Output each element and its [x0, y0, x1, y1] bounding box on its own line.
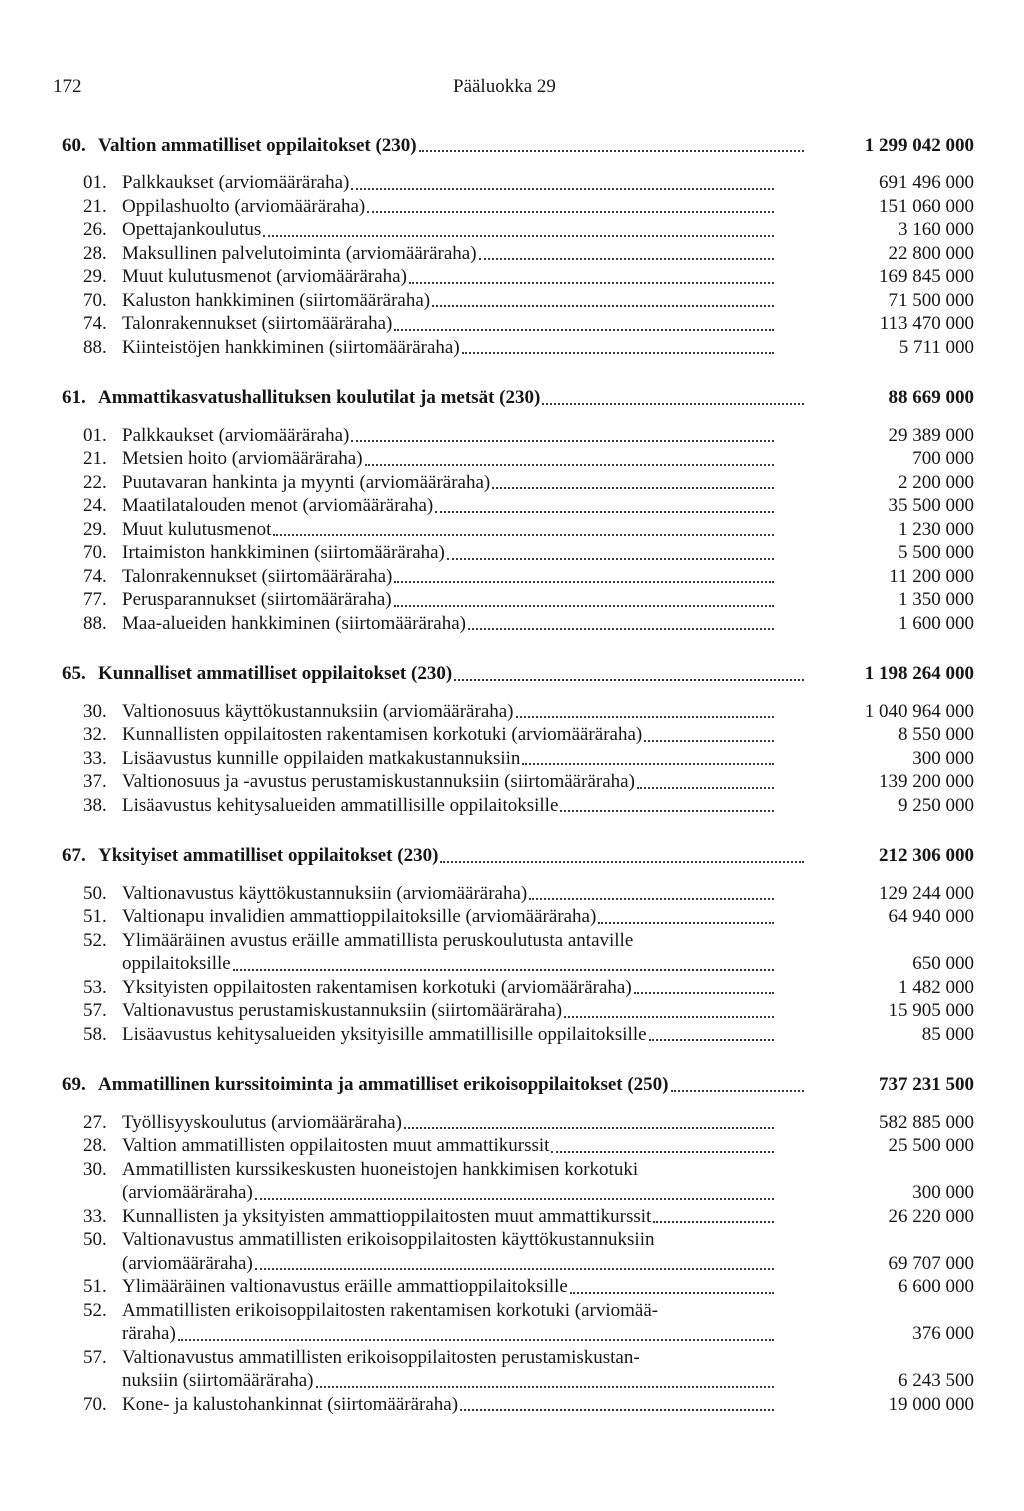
budget-list — [62, 134, 974, 1417]
item-amount: 19 000 000 — [888, 1393, 974, 1415]
item-text: Ammatillisten erikoisoppilaitosten rakentamisen korkotuki (arviomää- — [122, 1299, 659, 1321]
line-item — [62, 700, 974, 724]
section-title-wrap — [98, 663, 808, 686]
item-amount: 11 200 000 — [889, 565, 974, 587]
item-text-wrap — [122, 542, 778, 565]
dot-leader — [394, 581, 774, 583]
item-amount: 8 550 000 — [898, 724, 974, 745]
dot-leader — [637, 787, 774, 789]
item-amount: 69 707 000 — [888, 1252, 974, 1274]
item-text: Valtionavustus ammatillisten erikoisoppilaitosten käyttökustannuksiin — [122, 1229, 655, 1250]
item-amount: 700 000 — [912, 448, 974, 469]
item-number: 51. — [83, 1276, 107, 1297]
page-header — [53, 76, 971, 102]
item-text: Palkkaukset (arviomääräraha) — [122, 424, 350, 446]
item-amount: 3 160 000 — [898, 219, 974, 240]
line-item-continuation — [62, 1182, 974, 1206]
budget-section — [62, 387, 974, 636]
item-number: 21. — [83, 448, 107, 469]
item-text-wrap — [122, 196, 778, 219]
dot-leader — [394, 605, 774, 607]
line-item — [62, 1276, 974, 1300]
line-item — [62, 1000, 974, 1024]
item-text: Palkkaukset (arviomääräraha) — [122, 172, 350, 193]
page-number: 172 — [53, 76, 82, 97]
section-title-wrap — [98, 845, 808, 868]
item-amount: 85 000 — [921, 1023, 974, 1045]
item-amount: 15 905 000 — [888, 1000, 974, 1021]
item-text-wrap — [122, 906, 778, 929]
dot-leader — [671, 1090, 804, 1092]
dot-leader — [598, 922, 774, 924]
dot-leader — [263, 235, 774, 237]
item-amount: 376 000 — [912, 1323, 974, 1344]
budget-section — [62, 663, 974, 818]
item-text-wrap — [122, 724, 778, 747]
item-text-wrap — [122, 795, 778, 818]
item-text: Maksullinen palvelutoiminta (arviomääräraha) — [122, 242, 477, 264]
dot-leader — [649, 1039, 774, 1041]
item-amount: 9 250 000 — [898, 794, 974, 816]
item-number: 52. — [83, 929, 107, 951]
item-text-wrap — [122, 613, 778, 636]
line-item-continuation — [62, 1370, 974, 1394]
item-number: 77. — [83, 589, 107, 610]
item-text: Maatilatalouden menot (arviomääräraha) — [122, 495, 434, 516]
item-amount: 35 500 000 — [888, 495, 974, 516]
item-text: Kunnallisten ja yksityisten ammattioppilaitosten muut ammattikurssit — [122, 1205, 652, 1227]
item-text-wrap — [122, 566, 778, 589]
item-text-wrap — [122, 1370, 778, 1393]
item-amount: 151 060 000 — [879, 195, 974, 217]
item-number: 33. — [83, 747, 107, 769]
item-amount: 300 000 — [912, 747, 974, 769]
item-text-wrap — [122, 1182, 778, 1205]
item-text-wrap — [122, 953, 778, 976]
line-item — [62, 1205, 974, 1229]
item-text-wrap — [122, 1000, 778, 1023]
budget-section — [62, 1074, 974, 1417]
item-text-continued: nuksiin (siirtomääräraha) — [122, 1370, 314, 1391]
section-heading — [62, 663, 974, 687]
line-item — [62, 471, 974, 495]
item-number: 27. — [83, 1111, 107, 1133]
page-title: Pääluokka 29 — [453, 76, 556, 97]
dot-leader — [365, 464, 774, 466]
dot-leader — [653, 1221, 774, 1223]
item-text-wrap — [122, 172, 778, 195]
item-number: 52. — [83, 1299, 107, 1321]
dot-leader — [468, 628, 774, 630]
dot-leader — [551, 1151, 774, 1153]
line-item — [62, 448, 974, 472]
line-item — [62, 313, 974, 337]
item-text-wrap — [122, 1112, 778, 1135]
item-amount: 29 389 000 — [888, 424, 974, 446]
item-amount: 1 040 964 000 — [864, 700, 974, 722]
item-text: Lisäavustus kehitysalueiden ammatillisille oppilaitoksille — [122, 794, 559, 816]
item-text: Talonrakennukset (siirtomääräraha) — [122, 565, 393, 587]
section-title: Kunnalliset ammatilliset oppilaitokset (230) — [98, 663, 453, 684]
item-text: Irtaimiston hankkiminen (siirtomääräraha) — [122, 542, 445, 563]
line-item — [62, 1393, 974, 1417]
line-item — [62, 289, 974, 313]
section-amount: 212 306 000 — [879, 845, 974, 866]
dot-leader — [440, 861, 804, 863]
item-number: 30. — [83, 1158, 107, 1180]
item-text: Valtionavustus käyttökustannuksiin (arviomääräraha) — [122, 882, 528, 904]
item-text-wrap — [122, 1229, 778, 1252]
item-amount: 1 350 000 — [898, 589, 974, 610]
item-amount: 691 496 000 — [879, 172, 974, 193]
item-number: 53. — [83, 976, 107, 998]
item-amount: 113 470 000 — [879, 313, 974, 334]
item-text-wrap — [122, 425, 778, 448]
item-number: 22. — [83, 471, 107, 493]
item-amount: 129 244 000 — [879, 882, 974, 904]
dot-leader — [255, 1268, 774, 1270]
section-number: 61. — [62, 387, 86, 408]
item-number: 29. — [83, 266, 107, 287]
item-text-continued: oppilaitoksille — [122, 953, 231, 974]
line-item — [62, 195, 974, 219]
line-item — [62, 906, 974, 930]
item-number: 33. — [83, 1205, 107, 1227]
item-number: 30. — [83, 700, 107, 722]
item-text: Yksityisten oppilaitosten rakentamisen korkotuki (arviomääräraha) — [122, 976, 632, 998]
line-item — [62, 219, 974, 243]
line-item — [62, 882, 974, 906]
section-heading — [62, 1074, 974, 1098]
item-amount: 2 200 000 — [898, 471, 974, 493]
item-text-continued: (arviomääräraha) — [122, 1182, 253, 1203]
dot-leader — [462, 352, 774, 354]
item-text-wrap — [122, 1135, 778, 1158]
item-amount: 6 243 500 — [898, 1370, 974, 1391]
item-number: 32. — [83, 724, 107, 745]
dot-leader — [564, 1016, 774, 1018]
item-text: Kaluston hankkiminen (siirtomääräraha) — [122, 289, 431, 311]
line-item — [62, 1229, 974, 1253]
item-text-continued: räraha) — [122, 1323, 176, 1344]
item-text-wrap — [122, 589, 778, 612]
item-number: 26. — [83, 219, 107, 240]
item-text-wrap — [122, 771, 778, 794]
item-text: Ylimääräinen valtionavustus eräille ammattioppilaitoksille — [122, 1276, 568, 1297]
item-number: 70. — [83, 542, 107, 563]
item-text: Kunnallisten oppilaitosten rakentamisen korkotuki (arviomääräraha) — [122, 724, 643, 745]
item-text: Perusparannukset (siirtomääräraha) — [122, 589, 392, 610]
item-text-wrap — [122, 243, 778, 266]
item-text-wrap — [122, 266, 778, 289]
dot-leader — [479, 258, 774, 260]
line-item-continuation — [62, 1252, 974, 1276]
line-item — [62, 1111, 974, 1135]
item-amount: 1 230 000 — [898, 518, 974, 540]
line-item — [62, 266, 974, 290]
dot-leader — [273, 534, 774, 536]
section-title: Ammatillinen kurssitoiminta ja ammatilliset erikoisoppilaitokset (250) — [98, 1074, 669, 1095]
item-number: 28. — [83, 242, 107, 264]
item-text: Ylimääräinen avustus eräille ammatillista peruskoulutusta antaville — [122, 929, 634, 951]
item-text-wrap — [122, 1347, 778, 1370]
item-number: 88. — [83, 336, 107, 358]
section-title: Ammattikasvatushallituksen koulutilat ja metsät (230) — [98, 387, 541, 408]
line-item — [62, 724, 974, 748]
item-number: 70. — [83, 289, 107, 311]
section-number: 60. — [62, 134, 86, 156]
item-text: Ammatillisten kurssikeskusten huoneistojen hankkimisen korkotuki — [122, 1158, 639, 1180]
section-title-wrap — [98, 387, 808, 410]
section-heading — [62, 845, 974, 869]
dot-leader — [560, 810, 774, 812]
item-number: 74. — [83, 313, 107, 334]
dot-leader — [233, 969, 774, 971]
section-title-wrap — [98, 135, 808, 158]
item-text: Lisäavustus kehitysalueiden yksityisille ammatillisille oppilaitoksille — [122, 1023, 647, 1045]
line-item — [62, 1299, 974, 1323]
item-text: Valtionapu invalidien ammattioppilaitoksille (arviomääräraha) — [122, 906, 597, 927]
item-text-wrap — [122, 748, 778, 771]
item-amount: 300 000 — [912, 1182, 974, 1203]
item-amount: 169 845 000 — [879, 266, 974, 287]
dot-leader — [570, 1292, 774, 1294]
item-number: 74. — [83, 565, 107, 587]
line-item — [62, 612, 974, 636]
section-heading — [62, 387, 974, 411]
item-amount: 5 500 000 — [898, 542, 974, 563]
item-number: 37. — [83, 771, 107, 792]
item-amount: 71 500 000 — [888, 289, 974, 311]
item-number: 58. — [83, 1023, 107, 1045]
item-text: Työllisyyskoulutus (arviomääräraha) — [122, 1111, 402, 1133]
dot-leader — [492, 487, 774, 489]
dot-leader — [460, 1409, 774, 1411]
budget-section — [62, 134, 974, 360]
section-title: Valtion ammatilliset oppilaitokset (230) — [98, 134, 417, 156]
item-amount: 582 885 000 — [879, 1111, 974, 1133]
item-text-wrap — [122, 883, 778, 906]
line-item — [62, 1346, 974, 1370]
line-item — [62, 1023, 974, 1047]
item-text-wrap — [122, 219, 778, 242]
item-text-wrap — [122, 290, 778, 313]
item-text-wrap — [122, 1323, 778, 1346]
dot-leader — [394, 329, 774, 331]
item-number: 24. — [83, 495, 107, 516]
line-item-continuation — [62, 1323, 974, 1347]
item-text: Valtion ammatillisten oppilaitosten muut ammattikurssit — [122, 1135, 550, 1156]
line-item — [62, 424, 974, 448]
item-text: Valtionavustus ammatillisten erikoisoppilaitosten perustamiskustan- — [122, 1346, 640, 1368]
line-item — [62, 518, 974, 542]
item-text-wrap — [122, 701, 778, 724]
section-title-wrap — [98, 1074, 808, 1097]
section-heading — [62, 134, 974, 158]
item-text-wrap — [122, 472, 778, 495]
dot-leader — [516, 716, 774, 718]
item-text-wrap — [122, 495, 778, 518]
line-item — [62, 747, 974, 771]
item-text-wrap — [122, 1276, 778, 1299]
dot-leader — [351, 188, 774, 190]
item-number: 50. — [83, 882, 107, 904]
line-item — [62, 172, 974, 196]
dot-leader — [409, 282, 774, 284]
item-text: Talonrakennukset (siirtomääräraha) — [122, 313, 393, 334]
line-item-continuation — [62, 953, 974, 977]
item-text-wrap — [122, 1300, 778, 1323]
item-number: 01. — [83, 424, 107, 446]
dot-leader — [316, 1386, 774, 1388]
item-amount: 139 200 000 — [879, 771, 974, 792]
dot-leader — [404, 1127, 774, 1129]
item-text-wrap — [122, 1394, 778, 1417]
item-text: Muut kulutusmenot (arviomääräraha) — [122, 266, 407, 287]
line-item — [62, 1158, 974, 1182]
line-item — [62, 495, 974, 519]
item-text: Kone- ja kalustohankinnat (siirtomääräraha) — [122, 1393, 459, 1415]
item-text-wrap — [122, 977, 778, 1000]
item-number: 29. — [83, 518, 107, 540]
line-item — [62, 336, 974, 360]
item-amount: 6 600 000 — [898, 1276, 974, 1297]
section-number: 65. — [62, 663, 86, 684]
item-number: 21. — [83, 195, 107, 217]
dot-leader — [178, 1339, 774, 1341]
line-item — [62, 589, 974, 613]
line-item — [62, 1135, 974, 1159]
line-item — [62, 771, 974, 795]
item-text-continued: (arviomääräraha) — [122, 1252, 253, 1274]
line-item — [62, 976, 974, 1000]
section-number: 67. — [62, 845, 86, 866]
dot-leader — [644, 740, 774, 742]
section-amount: 737 231 500 — [879, 1074, 974, 1095]
item-number: 88. — [83, 612, 107, 634]
section-title: Yksityiset ammatilliset oppilaitokset (230) — [98, 845, 439, 866]
dot-leader — [522, 763, 774, 765]
item-text: Metsien hoito (arviomääräraha) — [122, 448, 363, 469]
section-number: 69. — [62, 1074, 86, 1095]
dot-leader — [435, 511, 774, 513]
item-text: Valtionosuus ja -avustus perustamiskustannuksiin (siirtomääräraha) — [122, 771, 635, 792]
item-text-wrap — [122, 337, 778, 360]
dot-leader — [419, 150, 804, 152]
item-text-wrap — [122, 930, 778, 953]
item-number: 38. — [83, 794, 107, 816]
dot-leader — [447, 558, 774, 560]
item-amount: 1 482 000 — [898, 976, 974, 998]
item-text-wrap — [122, 519, 778, 542]
item-number: 70. — [83, 1393, 107, 1415]
item-text: Opettajankoulutus — [122, 219, 262, 240]
line-item — [62, 542, 974, 566]
item-text: Puutavaran hankinta ja myynti (arviomääräraha) — [122, 471, 491, 493]
item-number: 50. — [83, 1229, 107, 1250]
dot-leader — [454, 679, 804, 681]
section-amount: 88 669 000 — [888, 387, 974, 408]
section-amount: 1 299 042 000 — [864, 134, 974, 156]
section-amount: 1 198 264 000 — [864, 663, 974, 684]
item-text: Oppilashuolto (arviomääräraha) — [122, 195, 366, 217]
dot-leader — [367, 211, 774, 213]
item-text: Kiinteistöjen hankkiminen (siirtomääräraha) — [122, 336, 460, 358]
item-text: Valtionosuus käyttökustannuksiin (arviomääräraha) — [122, 700, 514, 722]
dot-leader — [255, 1198, 774, 1200]
line-item — [62, 565, 974, 589]
dot-leader — [634, 992, 774, 994]
item-text: Valtionavustus perustamiskustannuksiin (siirtomääräraha) — [122, 1000, 563, 1021]
item-number: 01. — [83, 172, 107, 193]
item-amount: 22 800 000 — [888, 242, 974, 264]
item-text-wrap — [122, 1253, 778, 1276]
item-number: 28. — [83, 1135, 107, 1156]
item-amount: 25 500 000 — [888, 1135, 974, 1156]
dot-leader — [542, 403, 804, 405]
item-text-wrap — [122, 448, 778, 471]
line-item — [62, 794, 974, 818]
item-amount: 5 711 000 — [898, 336, 974, 358]
item-text: Lisäavustus kunnille oppilaiden matkakustannuksiin — [122, 747, 521, 769]
item-amount: 650 000 — [912, 953, 974, 974]
line-item — [62, 929, 974, 953]
dot-leader — [529, 898, 774, 900]
line-item — [62, 242, 974, 266]
item-amount: 64 940 000 — [888, 906, 974, 927]
item-text: Muut kulutusmenot — [122, 518, 272, 540]
item-text: Maa-alueiden hankkiminen (siirtomääräraha) — [122, 612, 466, 634]
dot-leader — [351, 440, 774, 442]
dot-leader — [432, 305, 774, 307]
item-amount: 26 220 000 — [888, 1205, 974, 1227]
item-text-wrap — [122, 313, 778, 336]
budget-section — [62, 845, 974, 1047]
item-amount: 1 600 000 — [898, 612, 974, 634]
item-number: 57. — [83, 1000, 107, 1021]
item-text-wrap — [122, 1206, 778, 1229]
item-number: 57. — [83, 1346, 107, 1368]
item-text-wrap — [122, 1024, 778, 1047]
item-text-wrap — [122, 1159, 778, 1182]
item-number: 51. — [83, 906, 107, 927]
